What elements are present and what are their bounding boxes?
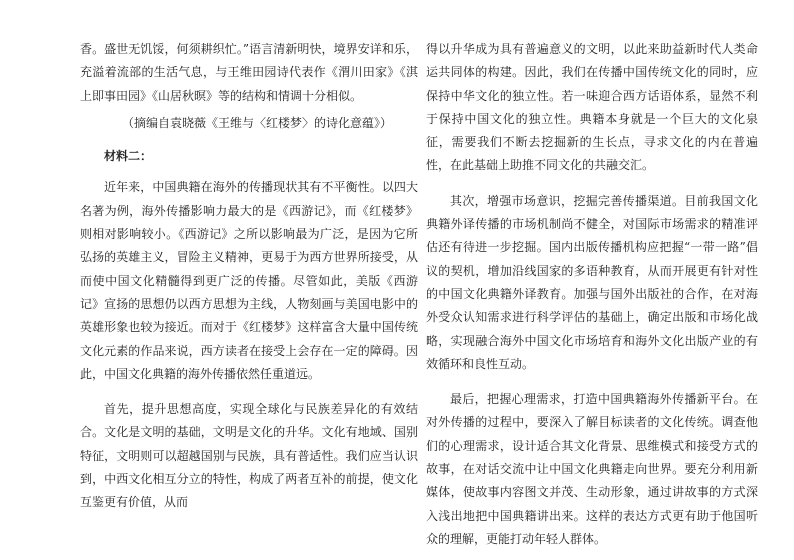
intro-paragraph: 香。盛世无饥馁，何须耕织忙。”语言清新明快，境界安详和乐，充溢着流部的生活气息，与王维田园诗代表作《渭川田家》《淇上即事田园》《山居秋暝》等的结构和情调十分相似。 (80, 42, 418, 103)
paragraph-second-point: 其次，增强市场意识，挖掘完善传播渠道。目前我国文化典籍外译传播的市场机制尚不健全，对国际市场需求的精准评估还有待进一步挖掘。国内出版传播机构应把握“一带一路”倡议的契机，增加沿线国家的多语种教育，从而开展更有针对性的中国文化典籍外译教育。加强与国外出版社的合作，在对海外受众认知需求进行科学评估的基础上，确定出版和市场化战略，实现融合海外中国文化市场培育和海外文化出版产业的有效循环和良性互动。 (426, 193, 758, 371)
material-two-heading: 材料二： (104, 149, 153, 164)
right-column (426, 38, 758, 551)
source-citation: （摘编自袁晓薇《王维与〈红楼梦〉的诗化意蕴》） (121, 115, 392, 130)
left-column (80, 38, 418, 515)
paragraph-first-point: 首先，提升思想高度，实现全球化与民族差异化的有效结合。文化是文明的基础，文明是文化的升华。文化有地域、国别特征，文明则可以超越国别与民族，具有普适性。我们应当认识到，中西文化相互分立的特性，构成了两者互补的前提，使文化互鉴更有价值，从而 (80, 402, 418, 510)
paragraph-continuation: 得以升华成为具有普遍意义的文明，以此来助益新时代人类命运共同体的构建。因此，我们在传播中国传统文化的同时，应保持中华文化的独立性。若一味迎合西方话语体系，显然不利于保持中国文化的独立性。典籍本身就是一个巨大的文化泉征，需要我们不断去挖掘新的生长点，寻求文化的内在普遍性，在此基础上助推不同文化的共融交汇。 (426, 42, 758, 173)
paragraph-current-situation: 近年来，中国典籍在海外的传播现状其有不平衡性。以四大名著为例，海外传播影响力最大的是《西游记》，而《红楼梦》则相对影响较小。《西游记》之所以影响最为广泛，是因为它所弘扬的英雄主义，冒险主义精神，更易于为西方世界所接受，从而使中国文化精髓得到更广泛的传播。尽管如此，美版《西游记》宣扬的思想仍以西方思想为主线，人物刻画与美国电影中的英雄形象也较为接近。而对于《红楼梦》这样富含大量中国传统文化元素的作品来说，西方读者在接受上会存在一定的障碍。因此，中国文化典籍的海外传播依然任重道远。 (80, 180, 418, 381)
paragraph-third-point: 最后，把握心理需求，打造中国典籍海外传播新平台。在对外传播的过程中，要深入了解目标读者的文化传统。调查他们的心理需求，设计适合其文化背景、思维模式和接受方式的故事，在对话交流中让中国文化典籍走向世界。要充分利用新媒体，使故事内容图文并茂、生动形象，通过讲故事的方式深入浅出地把中国典籍讲出来。这样的表达方式更有助于他国听众的理解，更能打动年轻人群体。 (426, 392, 758, 546)
